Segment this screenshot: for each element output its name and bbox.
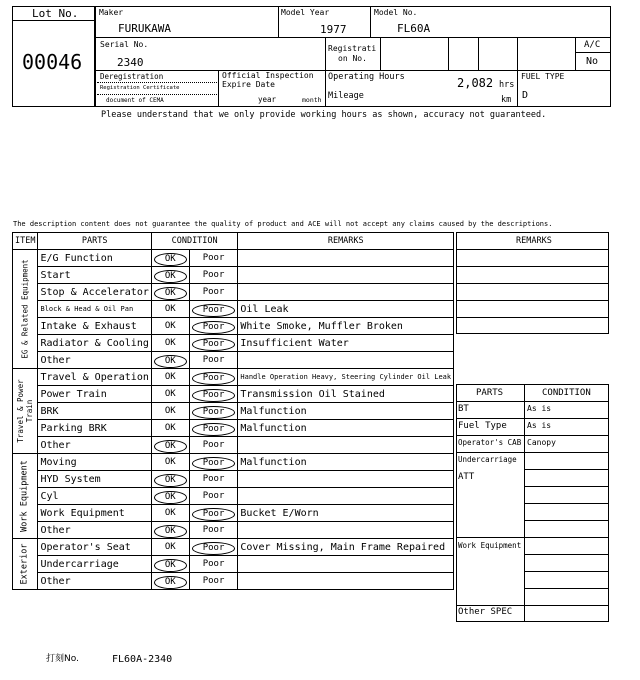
ok-mark: OK <box>164 321 176 331</box>
poor-mark: Poor <box>202 355 225 365</box>
poor-mark: Poor <box>202 525 225 535</box>
ok-mark: OK <box>154 253 187 266</box>
group-label-cell <box>13 250 38 369</box>
year-label: year <box>258 95 277 104</box>
table-row <box>13 505 454 522</box>
ok-mark: OK <box>154 559 187 572</box>
table-row <box>13 352 454 369</box>
poor-cell <box>189 488 238 505</box>
side-condition: Canopy <box>527 438 556 447</box>
ok-cell <box>151 420 189 437</box>
group-label: Travel & Power Train <box>16 379 35 443</box>
lot-no-label: Lot No. <box>32 7 79 20</box>
serial-no-label: Serial No. <box>100 40 149 49</box>
ok-cell <box>151 284 189 301</box>
table-row <box>13 573 454 590</box>
part-name: Work Equipment <box>38 505 151 522</box>
registration-no-label-1: Registrati <box>328 44 377 53</box>
inspection-label-1: Official Inspection <box>222 71 314 80</box>
table-row <box>13 335 454 352</box>
inspection-label-2: Expire Date <box>222 80 275 89</box>
remark <box>238 573 454 590</box>
serial-no-value: 2340 <box>117 56 144 69</box>
lot-no-value: 00046 <box>22 50 83 74</box>
model-year-label: Model Year <box>281 8 330 17</box>
poor-mark: Poor <box>202 253 225 263</box>
remark: Transmission Oil Stained <box>238 386 454 403</box>
poor-cell <box>189 539 238 556</box>
stamp-value: FL60A-2340 <box>112 654 173 665</box>
poor-cell <box>189 335 238 352</box>
remark: Insufficient Water <box>238 335 454 352</box>
poor-cell <box>189 556 238 573</box>
table-row <box>13 556 454 573</box>
ok-mark: OK <box>154 355 187 368</box>
deregistration-label: Deregistration <box>100 72 164 81</box>
table-row <box>13 369 454 386</box>
ok-cell <box>151 488 189 505</box>
ok-cell <box>151 318 189 335</box>
side-part: Undercarriage <box>458 455 517 464</box>
part-name: Other <box>38 573 151 590</box>
side-part: BT <box>458 404 469 414</box>
ok-cell <box>151 335 189 352</box>
poor-mark: Poor <box>192 304 236 317</box>
mileage-label: Mileage <box>328 91 364 101</box>
side-part: Fuel Type <box>458 421 507 431</box>
part-name: Cyl <box>38 488 151 505</box>
poor-cell <box>189 369 238 386</box>
hours-notice: Please understand that we only provide working hours as shown, accuracy not guaranteed. <box>101 110 547 120</box>
poor-cell <box>189 318 238 335</box>
inspection-table <box>12 232 454 590</box>
poor-cell <box>189 573 238 590</box>
ok-cell <box>151 437 189 454</box>
poor-cell <box>189 250 238 267</box>
ok-mark: OK <box>154 270 187 283</box>
remark <box>238 267 454 284</box>
poor-mark: Poor <box>192 542 236 555</box>
part-name: E/G Function <box>38 250 151 267</box>
operating-hours-label: Operating Hours <box>328 72 405 82</box>
poor-cell <box>189 352 238 369</box>
ok-mark: OK <box>164 457 176 467</box>
ok-mark: OK <box>164 372 176 382</box>
remark: White Smoke, Muffler Broken <box>238 318 454 335</box>
poor-mark: Poor <box>202 270 225 280</box>
ok-cell <box>151 556 189 573</box>
part-name: Stop & Accelerator <box>38 284 151 301</box>
part-name: Radiator & Cooling <box>38 335 151 352</box>
table-row <box>13 522 454 539</box>
table-row <box>13 539 454 556</box>
group-label: Exterior <box>19 543 30 585</box>
poor-mark: Poor <box>192 389 236 402</box>
part-name: Parking BRK <box>38 420 151 437</box>
part-name: Other <box>38 437 151 454</box>
ac-label: A/C <box>584 40 601 50</box>
remarks-header: REMARKS <box>238 233 454 250</box>
ok-mark: OK <box>164 423 176 433</box>
group-label-cell <box>13 454 38 539</box>
table-row <box>13 386 454 403</box>
fuel-type-value: D <box>522 90 529 101</box>
table-row <box>13 301 454 318</box>
other-spec-label: Other SPEC <box>458 607 513 617</box>
ok-cell <box>151 352 189 369</box>
parts-header: PARTS <box>38 233 151 250</box>
remark <box>238 488 454 505</box>
side-parts-header: PARTS <box>476 388 504 398</box>
condition-header: CONDITION <box>151 233 238 250</box>
model-no-label: Model No. <box>374 8 418 17</box>
registration-certificate-label: Registration Certificate <box>100 85 180 91</box>
document-cema-label: document of CEMA <box>106 97 164 104</box>
poor-cell <box>189 454 238 471</box>
side-condition: As is <box>527 404 552 413</box>
part-name: Travel & Operation <box>38 369 151 386</box>
ac-value: No <box>586 56 599 67</box>
ok-mark: OK <box>154 491 187 504</box>
table-row <box>13 250 454 267</box>
poor-cell <box>189 505 238 522</box>
ok-mark: OK <box>164 389 176 399</box>
ok-mark: OK <box>164 508 176 518</box>
table-row <box>13 437 454 454</box>
poor-mark: Poor <box>192 338 236 351</box>
hrs-label: hrs <box>499 80 515 90</box>
work-equipment-label: Work Equipment <box>458 541 522 550</box>
remark: Malfunction <box>238 420 454 437</box>
ok-mark: OK <box>164 304 176 314</box>
remark: Cover Missing, Main Frame Repaired <box>238 539 454 556</box>
ok-cell <box>151 386 189 403</box>
ok-cell <box>151 369 189 386</box>
remark <box>238 556 454 573</box>
remark: Oil Leak <box>238 301 454 318</box>
remark <box>238 471 454 488</box>
stamp-label: 打刻No. <box>46 654 79 664</box>
poor-mark: Poor <box>192 508 236 521</box>
table-row <box>13 267 454 284</box>
ok-cell <box>151 301 189 318</box>
group-label-cell <box>13 369 38 454</box>
table-row <box>13 403 454 420</box>
poor-mark: Poor <box>192 423 236 436</box>
part-name: Block & Head & Oil Pan <box>38 301 151 318</box>
poor-cell <box>189 386 238 403</box>
ok-cell <box>151 471 189 488</box>
side-condition: As is <box>527 421 552 430</box>
maker-label: Maker <box>99 8 124 17</box>
ok-mark: OK <box>164 338 176 348</box>
poor-mark: Poor <box>202 559 225 569</box>
side-part: ATT <box>458 472 475 482</box>
group-label: EG & Related Equipment <box>20 259 30 359</box>
ok-cell <box>151 522 189 539</box>
part-name: Other <box>38 352 151 369</box>
poor-mark: Poor <box>192 321 236 334</box>
remark <box>238 522 454 539</box>
remark: Malfunction <box>238 454 454 471</box>
part-name: Moving <box>38 454 151 471</box>
ok-mark: OK <box>154 525 187 538</box>
poor-cell <box>189 284 238 301</box>
poor-cell <box>189 267 238 284</box>
part-name: BRK <box>38 403 151 420</box>
item-header: ITEM <box>13 233 38 250</box>
ok-cell <box>151 250 189 267</box>
group-label: Work Equipment <box>19 460 30 532</box>
ok-cell <box>151 454 189 471</box>
ok-cell <box>151 505 189 522</box>
poor-mark: Poor <box>192 406 236 419</box>
right-remarks-header: REMARKS <box>516 236 552 246</box>
group-label-cell <box>13 539 38 590</box>
poor-mark: Poor <box>202 474 225 484</box>
operating-hours-value: 2,082 <box>457 76 494 90</box>
ok-mark: OK <box>154 576 187 589</box>
poor-mark: Poor <box>202 440 225 450</box>
poor-cell <box>189 420 238 437</box>
table-row <box>13 471 454 488</box>
poor-cell <box>189 437 238 454</box>
part-name: Start <box>38 267 151 284</box>
poor-cell <box>189 403 238 420</box>
table-row <box>13 318 454 335</box>
poor-cell <box>189 301 238 318</box>
table-row <box>13 420 454 437</box>
table-row <box>13 454 454 471</box>
poor-mark: Poor <box>192 372 236 385</box>
part-name: HYD System <box>38 471 151 488</box>
remark: Bucket E/Worn <box>238 505 454 522</box>
part-name: Operator's Seat <box>38 539 151 556</box>
poor-mark: Poor <box>192 457 236 470</box>
part-name: Undercarriage <box>38 556 151 573</box>
side-part: Operator's CAB <box>458 438 522 447</box>
poor-mark: Poor <box>202 576 225 586</box>
disclaimer: The description content does not guarantee the quality of product and ACE will not accept any claims caused by the descriptions. <box>13 220 553 228</box>
part-name: Power Train <box>38 386 151 403</box>
model-year-value: 1977 <box>320 23 347 36</box>
ok-cell <box>151 267 189 284</box>
ok-cell <box>151 539 189 556</box>
ok-mark: OK <box>154 440 187 453</box>
remark: Malfunction <box>238 403 454 420</box>
ok-cell <box>151 573 189 590</box>
poor-mark: Poor <box>202 287 225 297</box>
month-label: month <box>302 96 322 104</box>
ok-mark: OK <box>154 287 187 300</box>
remark <box>238 352 454 369</box>
ok-cell <box>151 403 189 420</box>
remark: Handle Operation Heavy, Steering Cylinder Oil Leak <box>238 369 454 386</box>
poor-mark: Poor <box>202 491 225 501</box>
maker-value: FURUKAWA <box>118 22 171 35</box>
remark <box>238 437 454 454</box>
poor-cell <box>189 522 238 539</box>
model-no-value: FL60A <box>397 22 431 35</box>
km-label: km <box>501 95 512 105</box>
table-row <box>13 488 454 505</box>
poor-cell <box>189 471 238 488</box>
side-condition-header: CONDITION <box>542 388 591 398</box>
fuel-type-label: FUEL TYPE <box>521 72 565 81</box>
ok-mark: OK <box>154 474 187 487</box>
registration-no-label-2: on No. <box>338 54 367 63</box>
remark <box>238 250 454 267</box>
table-row <box>13 284 454 301</box>
part-name: Other <box>38 522 151 539</box>
ok-mark: OK <box>164 542 176 552</box>
part-name: Intake & Exhaust <box>38 318 151 335</box>
remark <box>238 284 454 301</box>
ok-mark: OK <box>164 406 176 416</box>
